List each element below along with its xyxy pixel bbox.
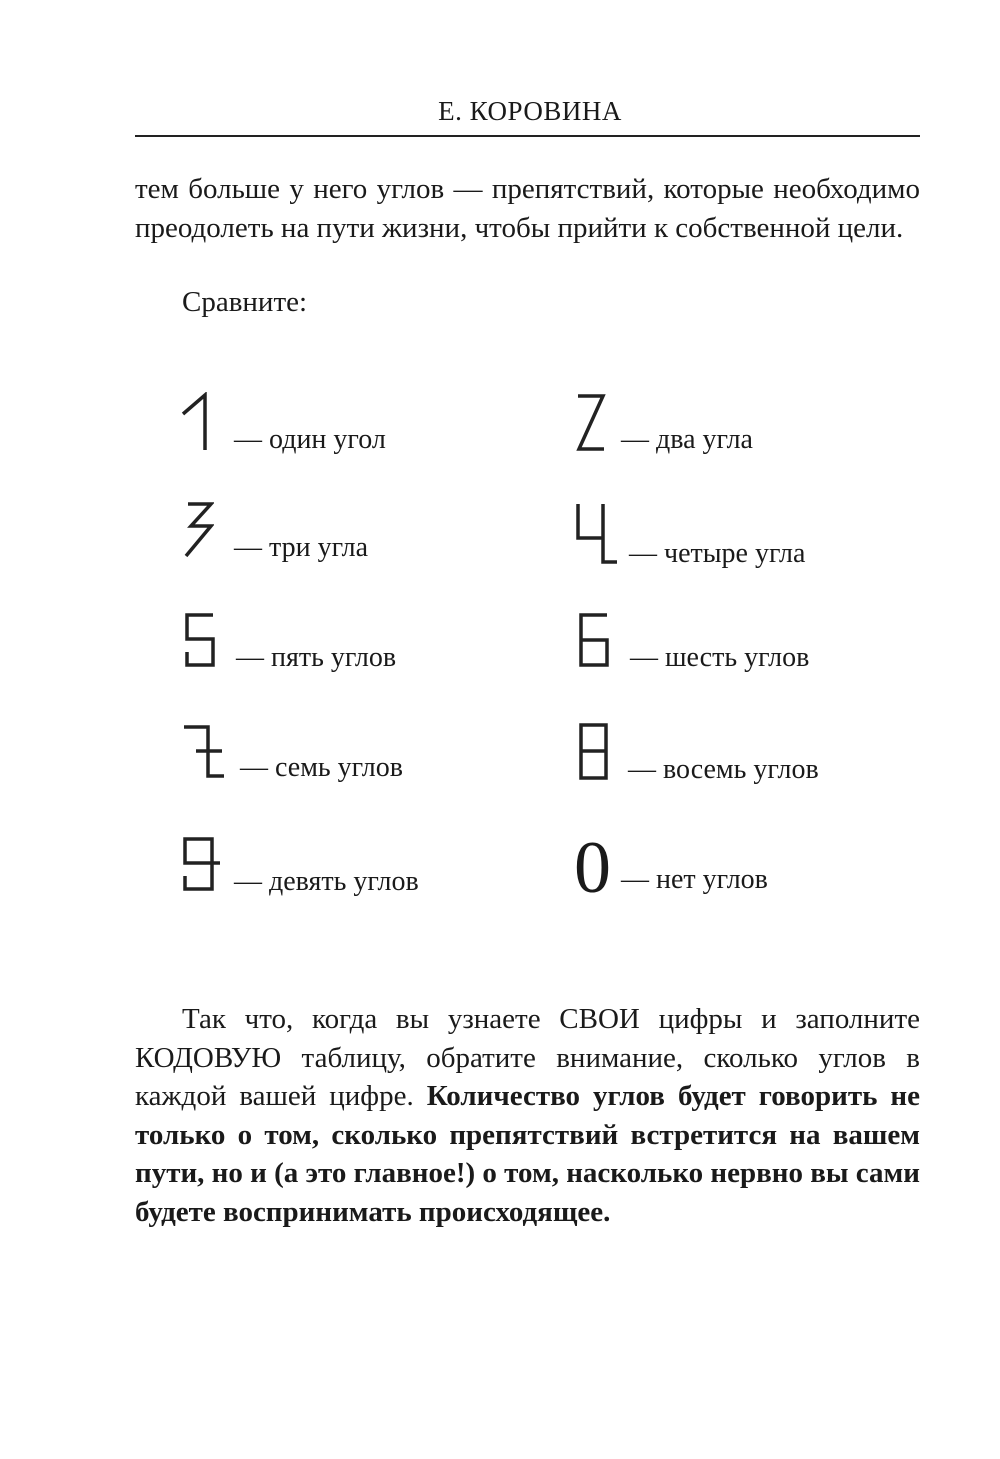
digit-row-0 (574, 827, 768, 909)
digit-label: — восемь углов (628, 754, 819, 785)
digit-row-4 (575, 502, 806, 569)
digit-label: — один угол (234, 424, 386, 455)
compare-label: Сравните: (182, 286, 308, 318)
digit-label: — девять углов (234, 866, 419, 897)
digit-label: — нет углов (621, 864, 768, 895)
digit-9-glyph (182, 836, 222, 894)
digit-label: — пять углов (236, 642, 397, 673)
conclusion-normal: Так что, когда вы узнаете СВОИ цифры и заполните КОДОВУЮ таблицу, обратите внимание, сколько углов в каждой вашей цифре. (135, 1003, 920, 1112)
digit-0-glyph: 0 (574, 827, 611, 909)
digit-row-1 (180, 392, 386, 455)
digit-row-7 (182, 724, 403, 783)
digit-1-glyph (180, 392, 212, 452)
digit-label: — семь углов (240, 752, 403, 783)
digit-row-5 (184, 612, 397, 673)
conclusion-bold: Количество углов будет говорить не только о том, сколько препятствий встретится на вашем пути, но и (а это главное!) о том, насколько нервно вы сами будете воспринимать происходящее. (135, 1080, 920, 1228)
digit-row-6 (578, 612, 810, 673)
conclusion-paragraph (135, 1000, 920, 1231)
digit-8-glyph (578, 722, 610, 782)
digit-row-3 (182, 500, 369, 563)
digit-label: — шесть углов (630, 642, 810, 673)
digit-7-glyph (182, 724, 226, 780)
digit-3-glyph (182, 500, 214, 560)
intro-paragraph: тем больше у него углов — препятствий, которые необходимо преодолеть на пути жизни, чтобы прийти к собственной цели. (135, 173, 920, 244)
digit-row-8 (578, 722, 819, 785)
digit-6-glyph (578, 612, 610, 670)
digit-row-2 (575, 392, 753, 455)
digit-5-glyph (184, 612, 216, 670)
digit-2-glyph (575, 392, 607, 452)
header-rule (135, 135, 920, 137)
digit-row-9 (182, 836, 419, 897)
digit-label: — два угла (621, 424, 753, 455)
digit-4-glyph (575, 502, 617, 566)
digit-label: — четыре угла (629, 538, 806, 569)
running-header: Е. КОРОВИНА (438, 96, 622, 126)
digit-label: — три угла (234, 532, 369, 563)
